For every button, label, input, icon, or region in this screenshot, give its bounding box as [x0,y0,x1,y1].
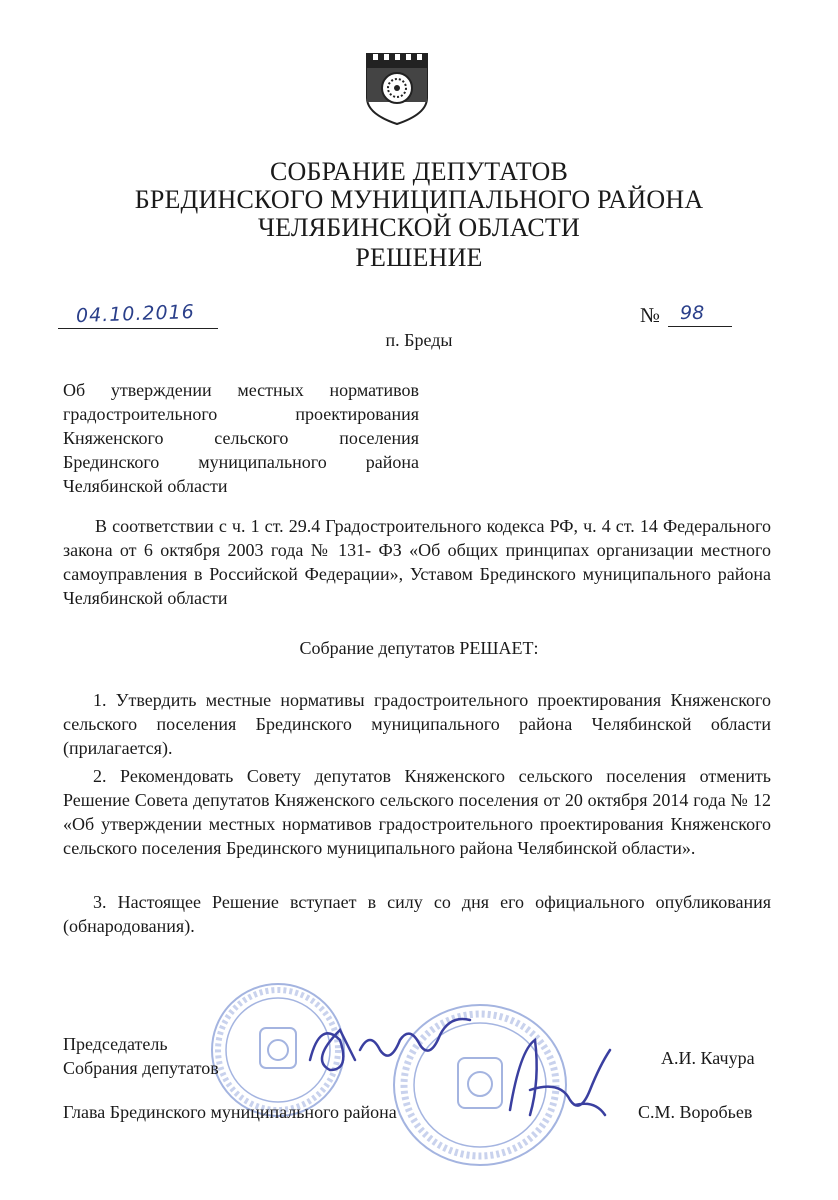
preamble-paragraph: В соответствии с ч. 1 ст. 29.4 Градостроительного кодекса РФ, ч. 4 ст. 14 Федерального закона от 6 октября 2003 года № 131- ФЗ «Об общих принципах организации местного самоуправления в Российской Федерации», Уставом Брединского муниципального района Челябинской области [63,516,771,608]
subject-line: градостроительного проектирования [63,404,419,424]
subject-line: Челябинской области [63,476,228,496]
chair-title-line2: Собрания депутатов [63,1058,219,1078]
chair-title-line1: Председатель [63,1034,168,1054]
org-title-line3: ЧЕЛЯБИНСКОЙ ОБЛАСТИ [258,213,580,242]
document-type: РЕШЕНИЕ [355,243,483,272]
subject-line: Княженского сельского поселения [63,428,419,448]
document-subject [63,378,419,498]
subject-line: Об утверждении местных нормативов [63,380,419,400]
resolves-heading: Собрание депутатов РЕШАЕТ: [299,638,539,658]
head-title: Глава Брединского муниципального района [63,1102,397,1122]
resolution-item-3: 3. Настоящее Решение вступает в силу со дня его официального опубликования (обнародования). [63,892,771,936]
resolution-item-2: 2. Рекомендовать Совету депутатов Княженского сельского поселения отменить Решение Совета депутатов Княженского сельского поселения от 20 октября 2014 года № 12 «Об утверждении местных нормативов градостроительного проектирования Княженского сельского поселения Брединского муниципального района Челябинской области». [63,766,771,858]
document-number: 98 [680,302,705,324]
head-signature-icon [500,1020,620,1130]
subject-line: Брединского муниципального района [63,452,419,472]
chair-name: А.И. Качура [661,1048,755,1068]
org-title-line2: БРЕДИНСКОГО МУНИЦИПАЛЬНОГО РАЙОНА [134,185,704,214]
number-label: № [640,303,661,327]
coat-of-arms-icon [364,52,430,126]
document-date: 04.10.2016 [75,300,196,328]
head-name: С.М. Воробьев [638,1102,753,1122]
document-place: п. Бреды [385,330,453,350]
chair-signature-icon [300,1000,480,1090]
org-title-line1: СОБРАНИЕ ДЕПУТАТОВ [269,157,569,186]
resolution-item-1: 1. Утвердить местные нормативы градостроительного проектирования Княженского сельского поселения Брединского муниципального района Челябинской области (прилагается). [63,690,771,758]
